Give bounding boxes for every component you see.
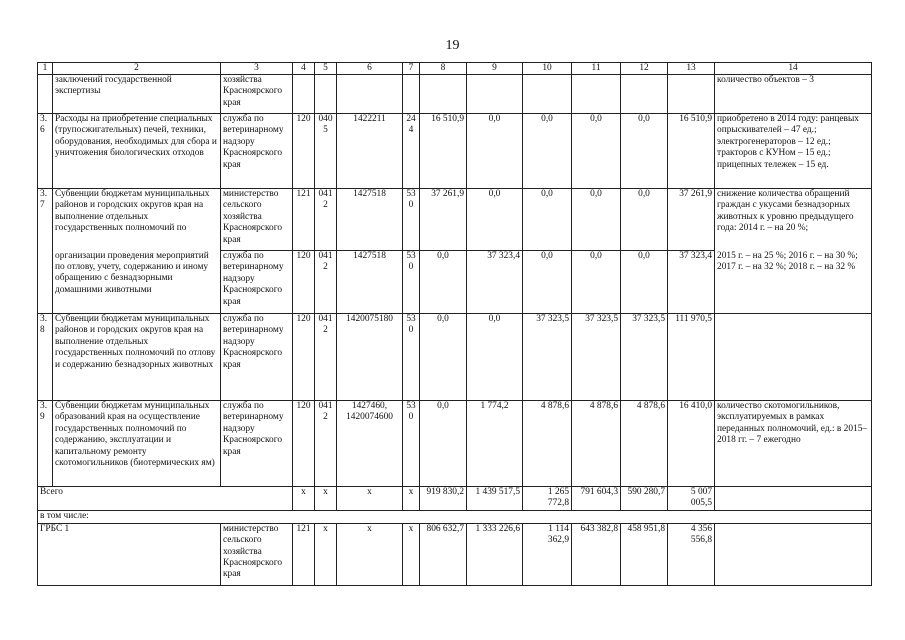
value-2016: 0,0: [523, 189, 572, 251]
value-2014: 0,0: [420, 314, 467, 401]
executor: министерство сельского хозяйства Красноярского края: [221, 189, 293, 251]
value-2015: 0,0: [467, 189, 523, 251]
row-number: [38, 75, 53, 114]
expense-type: [403, 75, 420, 114]
value-total: 111 970,5: [668, 314, 715, 401]
header-cell: 4: [293, 63, 315, 75]
expense-type: х: [403, 523, 420, 585]
column-number-row: [38, 63, 872, 75]
activity-name: заключений государственной экспертизы: [53, 75, 221, 114]
expected-result: 2015 г. – на 25 %; 2016 г. – на 30 %; 2017 г. – на 32 %; 2018 г. – на 32 %: [715, 251, 872, 314]
grbs-code: [293, 75, 315, 114]
value-2016: [523, 75, 572, 114]
value-2015: [467, 75, 523, 114]
value-2016: 0,0: [523, 251, 572, 314]
value-2014: [420, 75, 467, 114]
row-number: 3.6: [38, 114, 53, 189]
grbs-code: х: [293, 487, 315, 511]
expected-result: приобретено в 2014 году: ранцевых опрыскивателей – 47 ед.; электрогенераторов – 12 ед.; тракторов с КУНом – 15 ед.; прицепных тележек – 15 ед.: [715, 114, 872, 189]
header-cell: 10: [523, 63, 572, 75]
section-code: 0405: [315, 114, 337, 189]
header-cell: 8: [420, 63, 467, 75]
table-row: [38, 314, 872, 401]
executor: министерство сельского хозяйства Красноярского края: [221, 523, 293, 585]
header-cell: 3: [221, 63, 293, 75]
page-number: 19: [445, 38, 460, 53]
table-row: [38, 114, 872, 189]
executor: служба по ветеринарному надзору Красноярского края: [221, 114, 293, 189]
value-total: 4 356 556,8: [668, 523, 715, 585]
target-code: 1427460, 1420074600: [337, 401, 403, 487]
section-code: 0412: [315, 251, 337, 314]
expense-type: 530: [403, 314, 420, 401]
section-code: 0412: [315, 314, 337, 401]
value-2015: 37 323,4: [467, 251, 523, 314]
activity-name: Субвенции бюджетам муниципальных районов и городских округов края на выполнение отдельных государственных полномочий по отлову и содержанию безнадзорных животных: [53, 314, 221, 401]
grbs-code: 121: [293, 189, 315, 251]
value-2014: 806 632,7: [420, 523, 467, 585]
expense-type: 530: [403, 189, 420, 251]
row-number: 3.7: [38, 189, 53, 251]
target-code: 1427518: [337, 251, 403, 314]
table-row: [38, 401, 872, 487]
grbs-row: [38, 523, 872, 585]
activity-name: Расходы на приобретение специальных (трупосжигательных) печей, техники, оборудования, необходимых для сбора и уничтожения биологических отходов: [53, 114, 221, 189]
table-row: [38, 75, 872, 114]
value-2015: 1 333 226,6: [467, 523, 523, 585]
value-2018: 590 280,7: [621, 487, 668, 511]
including-label: в том числе:: [38, 510, 872, 523]
value-2016: 1 114 362,9: [523, 523, 572, 585]
value-2018: [621, 75, 668, 114]
expense-type: 530: [403, 401, 420, 487]
header-cell: 11: [572, 63, 621, 75]
expected-result: [715, 487, 872, 511]
value-2017: 37 323,5: [572, 314, 621, 401]
row-number: 3.8: [38, 314, 53, 401]
grbs-code: 121: [293, 523, 315, 585]
target-code: 1420075180: [337, 314, 403, 401]
value-2017: [572, 75, 621, 114]
section-code: [315, 75, 337, 114]
expense-type: 244: [403, 114, 420, 189]
value-2015: 1 774,2: [467, 401, 523, 487]
value-2017: 0,0: [572, 189, 621, 251]
header-cell: 12: [621, 63, 668, 75]
header-cell: 6: [337, 63, 403, 75]
value-2015: 0,0: [467, 314, 523, 401]
value-2017: 0,0: [572, 251, 621, 314]
header-cell: 14: [715, 63, 872, 75]
value-2017: 4 878,6: [572, 401, 621, 487]
value-2015: 0,0: [467, 114, 523, 189]
value-2018: 37 323,5: [621, 314, 668, 401]
executor: служба по ветеринарному надзору Красноярского края: [221, 251, 293, 314]
including-row: [38, 510, 872, 523]
grbs-label: ГРБС 1: [38, 523, 221, 585]
header-cell: 7: [403, 63, 420, 75]
target-code: [337, 75, 403, 114]
table-row: [38, 189, 872, 251]
total-row: [38, 487, 872, 511]
row-number: [38, 251, 53, 314]
total-label: Всего: [38, 487, 293, 511]
value-2015: 1 439 517,5: [467, 487, 523, 511]
activity-name: Субвенции бюджетам муниципальных образований края на осуществление государственных полномочий по содержанию, эксплуатации и капитальному ремонту скотомогильников (биотермических ям): [53, 401, 221, 487]
executor: хозяйства Красноярского края: [221, 75, 293, 114]
expense-type: х: [403, 487, 420, 511]
value-2016: 1 265 772,8: [523, 487, 572, 511]
grbs-code: 120: [293, 401, 315, 487]
target-code: х: [337, 523, 403, 585]
value-2018: 0,0: [621, 251, 668, 314]
value-2014: 0,0: [420, 251, 467, 314]
row-number: 3.9: [38, 401, 53, 487]
value-total: 37 261,9: [668, 189, 715, 251]
section-code: 0412: [315, 401, 337, 487]
target-code: 1422211: [337, 114, 403, 189]
activity-name: Субвенции бюджетам муниципальных районов и городских округов края на выполнение отдельных государственных полномочий по: [53, 189, 221, 251]
expected-result: количество скотомогильников, эксплуатируемых в рамках переданных полномочий, ед.: в 2015–2018 гг. – 7 ежегодно: [715, 401, 872, 487]
expected-result: [715, 523, 872, 585]
grbs-code: 120: [293, 314, 315, 401]
value-2014: 919 830,2: [420, 487, 467, 511]
value-total: 16 410,0: [668, 401, 715, 487]
program-activities-table: [37, 62, 872, 586]
value-2018: 0,0: [621, 189, 668, 251]
value-2016: 37 323,5: [523, 314, 572, 401]
value-total: [668, 75, 715, 114]
value-total: 16 510,9: [668, 114, 715, 189]
executor: служба по ветеринарному надзору Красноярского края: [221, 314, 293, 401]
value-2014: 37 261,9: [420, 189, 467, 251]
activity-name: организации проведения мероприятий по отлову, учету, содержанию и иному обращению с безнадзорными домашними животными: [53, 251, 221, 314]
value-2016: 0,0: [523, 114, 572, 189]
section-code: х: [315, 487, 337, 511]
value-2014: 0,0: [420, 401, 467, 487]
grbs-code: 120: [293, 251, 315, 314]
expected-result: [715, 314, 872, 401]
expected-result: снижение количества обращений граждан с укусами безнадзорных животных к уровню предыдущего года: 2014 г. – на 20 %;: [715, 189, 872, 251]
header-cell: 13: [668, 63, 715, 75]
value-total: 5 007 005,5: [668, 487, 715, 511]
table-row: [38, 251, 872, 314]
header-cell: 5: [315, 63, 337, 75]
target-code: х: [337, 487, 403, 511]
expense-type: 530: [403, 251, 420, 314]
value-2017: 0,0: [572, 114, 621, 189]
value-2018: 0,0: [621, 114, 668, 189]
header-cell: 9: [467, 63, 523, 75]
header-cell: 2: [53, 63, 221, 75]
value-2018: 458 951,8: [621, 523, 668, 585]
executor: служба по ветеринарному надзору Красноярского края: [221, 401, 293, 487]
value-2017: 791 604,3: [572, 487, 621, 511]
grbs-code: 120: [293, 114, 315, 189]
value-2017: 643 382,8: [572, 523, 621, 585]
value-2014: 16 510,9: [420, 114, 467, 189]
value-2016: 4 878,6: [523, 401, 572, 487]
target-code: 1427518: [337, 189, 403, 251]
header-cell: 1: [38, 63, 53, 75]
value-total: 37 323,4: [668, 251, 715, 314]
section-code: 0412: [315, 189, 337, 251]
section-code: х: [315, 523, 337, 585]
value-2018: 4 878,6: [621, 401, 668, 487]
expected-result: количество объектов – 3: [715, 75, 872, 114]
